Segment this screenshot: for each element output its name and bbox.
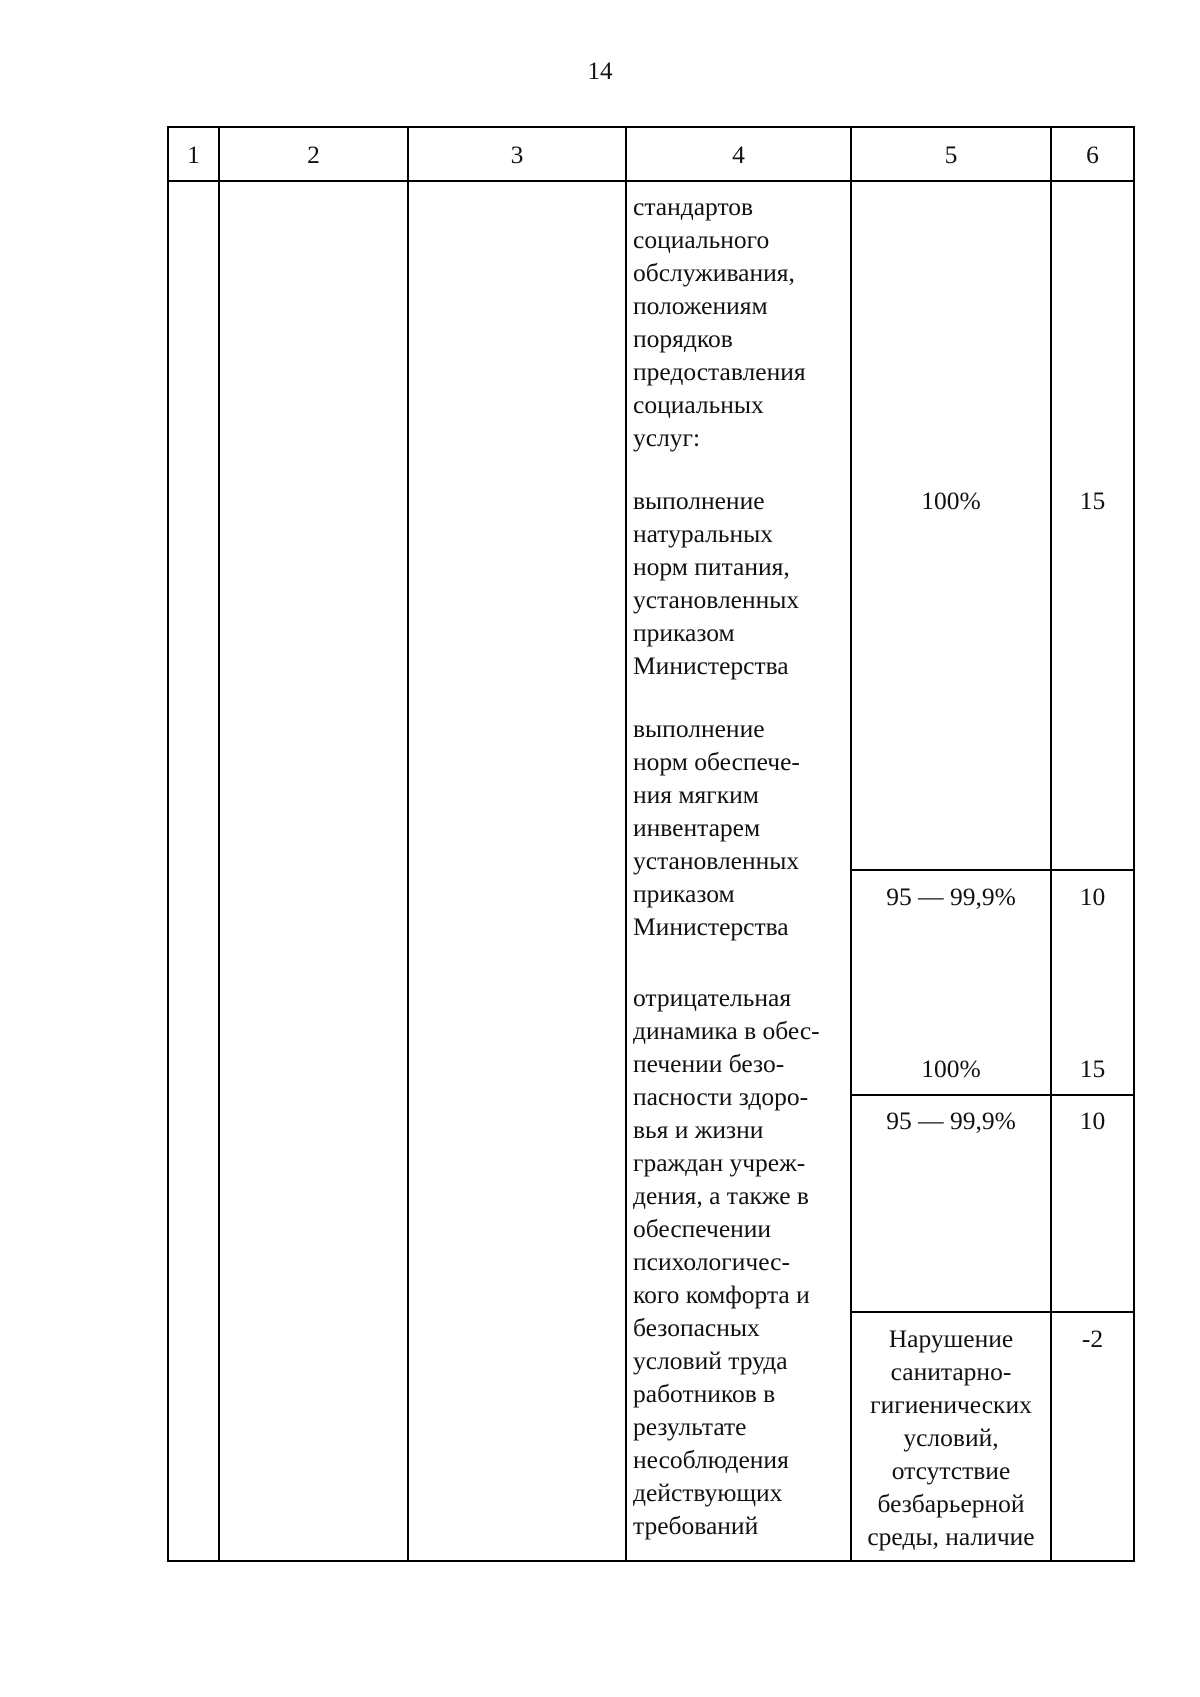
criterion-text-standards: стандартов социального обслуживания, положениям порядков предоставления социальных услуг:	[633, 192, 806, 452]
header-cell-4: 4	[732, 140, 745, 169]
table-bottom-border	[167, 1560, 1135, 1562]
row-divider	[850, 1094, 1135, 1096]
header-cell-3: 3	[510, 140, 524, 169]
score-cell: 10	[1079, 1106, 1106, 1135]
column-border	[407, 126, 409, 1562]
row-divider	[850, 1311, 1135, 1313]
criterion-text-soft-inventory: выполнение норм обеспече- ния мягким инвентарем установленных приказом Министерства	[633, 714, 800, 941]
value-cell: 95 — 99,9%	[886, 1106, 1016, 1135]
criterion-text-negative-dynamics: отрицательная динамика в обес- печении безо- пасности здоро- вья и жизни граждан учреж- дения, а также в обеспечении психологичес- кого комфорта и безопасных условий труда работников в результате несоблюдения действующих требований	[633, 983, 820, 1540]
criterion-text-nutrition: выполнение натуральных норм питания, установленных приказом Министерства	[633, 486, 800, 680]
column-border	[1133, 126, 1135, 1562]
score-cell: 15	[1079, 1054, 1106, 1083]
header-cell-6: 6	[1086, 140, 1099, 169]
value-cell: 100%	[921, 486, 981, 515]
table-top-border	[167, 126, 1135, 128]
value-cell: 95 — 99,9%	[886, 882, 1016, 911]
header-cell-1: 1	[187, 140, 200, 169]
header-cell-2: 2	[307, 140, 320, 169]
column-border	[625, 126, 627, 1562]
value-cell: 100%	[921, 1054, 981, 1083]
score-cell: 10	[1079, 882, 1106, 911]
page-number: 14	[587, 58, 613, 85]
column-border	[218, 126, 220, 1562]
score-cell: 15	[1079, 486, 1106, 515]
header-bottom-border	[167, 180, 1135, 182]
header-cell-5: 5	[944, 140, 958, 169]
score-cell: -2	[1081, 1324, 1104, 1353]
column-border	[167, 126, 169, 1562]
value-cell: Нарушение санитарно- гигиенических условий, отсутствие безбарьерной среды, наличие	[867, 1324, 1035, 1551]
row-divider	[850, 869, 1135, 871]
